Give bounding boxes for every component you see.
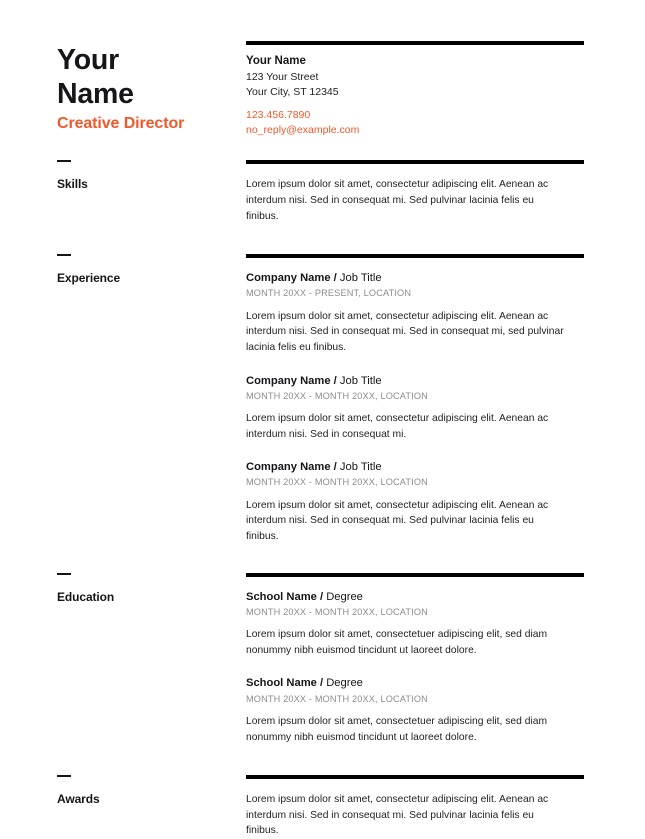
experience-org: Company Name <box>246 461 331 474</box>
education-content-col <box>246 573 584 745</box>
last-name: Name <box>57 78 134 111</box>
education-degree: Degree <box>326 677 363 690</box>
experience-description: Lorem ipsum dolor sit amet, consectetur adipiscing elit. Aenean ac interdum nisi. Sed in consequat mi. Sed in consequat mi, sed pulvinar lacinia felis eu finibus. <box>246 310 564 353</box>
awards-paragraph: Lorem ipsum dolor sit amet, consectetur adipiscing elit. Aenean ac interdum nisi. Sed in consequat mi. Sed pulvinar lacinia felis eu finibus. <box>246 794 549 837</box>
skills-paragraph: Lorem ipsum dolor sit amet, consectetur adipiscing elit. Aenean ac interdum nisi. Sed in consequat mi. Sed pulvinar lacinia felis eu finibus. <box>246 179 549 222</box>
experience-org: Company Name <box>246 374 331 387</box>
contact-name: Your Name <box>246 55 306 67</box>
experience-entry-title <box>246 374 584 389</box>
dash-icon <box>57 254 71 256</box>
experience-content-col <box>246 254 584 544</box>
dash-icon <box>57 160 71 162</box>
experience-label-col <box>57 254 246 285</box>
section-education <box>0 573 645 745</box>
contact-spacer <box>246 99 584 108</box>
section-label-experience: Experience <box>57 271 121 286</box>
job-role: Creative Director <box>57 115 185 133</box>
section-label-awards: Awards <box>57 792 100 807</box>
experience-job-title: Job Title <box>339 272 382 285</box>
contact-street: 123 Your Street <box>246 70 319 83</box>
contact-email[interactable]: no_reply@example.com <box>246 124 360 137</box>
contact-block <box>246 41 584 138</box>
experience-entry <box>246 460 584 544</box>
section-skills <box>0 160 645 224</box>
education-entry <box>246 590 584 659</box>
education-entry <box>246 676 584 745</box>
experience-description: Lorem ipsum dolor sit amet, consectetur adipiscing elit. Aenean ac interdum nisi. Sed in consequat mi. Sed pulvinar lacinia felis eu finibus. <box>246 499 549 543</box>
education-entry-title <box>246 590 584 605</box>
education-degree: Degree <box>326 590 363 603</box>
experience-separator: / <box>330 374 340 387</box>
education-separator: / <box>316 677 327 690</box>
experience-meta: MONTH 20XX - MONTH 20XX, LOCATION <box>246 390 428 401</box>
education-description: Lorem ipsum dolor sit amet, consectetuer adipiscing elit, sed diam nonummy nibh euismod tincidunt ut laoreet dolore. <box>246 629 548 656</box>
awards-label-col <box>57 775 246 806</box>
education-school: School Name <box>246 677 317 690</box>
skills-label-col <box>57 160 246 191</box>
experience-job-title: Job Title <box>339 461 382 474</box>
education-school: School Name <box>246 590 317 603</box>
experience-meta: MONTH 20XX - PRESENT, LOCATION <box>246 288 412 299</box>
name-block <box>57 41 246 134</box>
experience-org: Company Name <box>246 272 331 285</box>
section-experience <box>0 254 645 544</box>
contact-details <box>246 45 584 138</box>
section-label-skills: Skills <box>57 177 88 192</box>
awards-content-col <box>246 775 584 839</box>
education-meta: MONTH 20XX - MONTH 20XX, LOCATION <box>246 606 428 617</box>
skills-content-col <box>246 160 584 224</box>
experience-entries <box>246 258 584 544</box>
experience-entry <box>246 271 584 355</box>
experience-description: Lorem ipsum dolor sit amet, consectetur adipiscing elit. Aenean ac interdum nisi. Sed in consequat mi. <box>246 413 549 440</box>
first-name: Your <box>57 44 120 76</box>
skills-body <box>246 164 584 224</box>
education-description: Lorem ipsum dolor sit amet, consectetuer adipiscing elit, sed diam nonummy nibh euismod tincidunt ut laoreet dolore. <box>246 715 548 743</box>
education-separator: / <box>316 590 327 603</box>
section-label-education: Education <box>57 589 115 604</box>
experience-entry <box>246 374 584 443</box>
experience-entry-title <box>246 271 584 286</box>
contact-city-state-zip: Your City, ST 12345 <box>246 85 339 98</box>
experience-job-title: Job Title <box>339 374 382 387</box>
experience-entry-title <box>246 460 584 475</box>
header-row <box>0 0 645 138</box>
dash-icon <box>57 573 71 575</box>
education-meta: MONTH 20XX - MONTH 20XX, LOCATION <box>246 693 428 704</box>
experience-separator: / <box>330 461 340 474</box>
contact-phone[interactable]: 123.456.7890 <box>246 109 311 122</box>
section-awards <box>0 775 645 839</box>
dash-icon <box>57 775 71 777</box>
experience-meta: MONTH 20XX - MONTH 20XX, LOCATION <box>246 477 428 488</box>
awards-body <box>246 779 584 839</box>
experience-separator: / <box>330 272 340 285</box>
education-label-col <box>57 573 246 604</box>
education-entries <box>246 577 584 745</box>
education-entry-title <box>246 676 584 691</box>
